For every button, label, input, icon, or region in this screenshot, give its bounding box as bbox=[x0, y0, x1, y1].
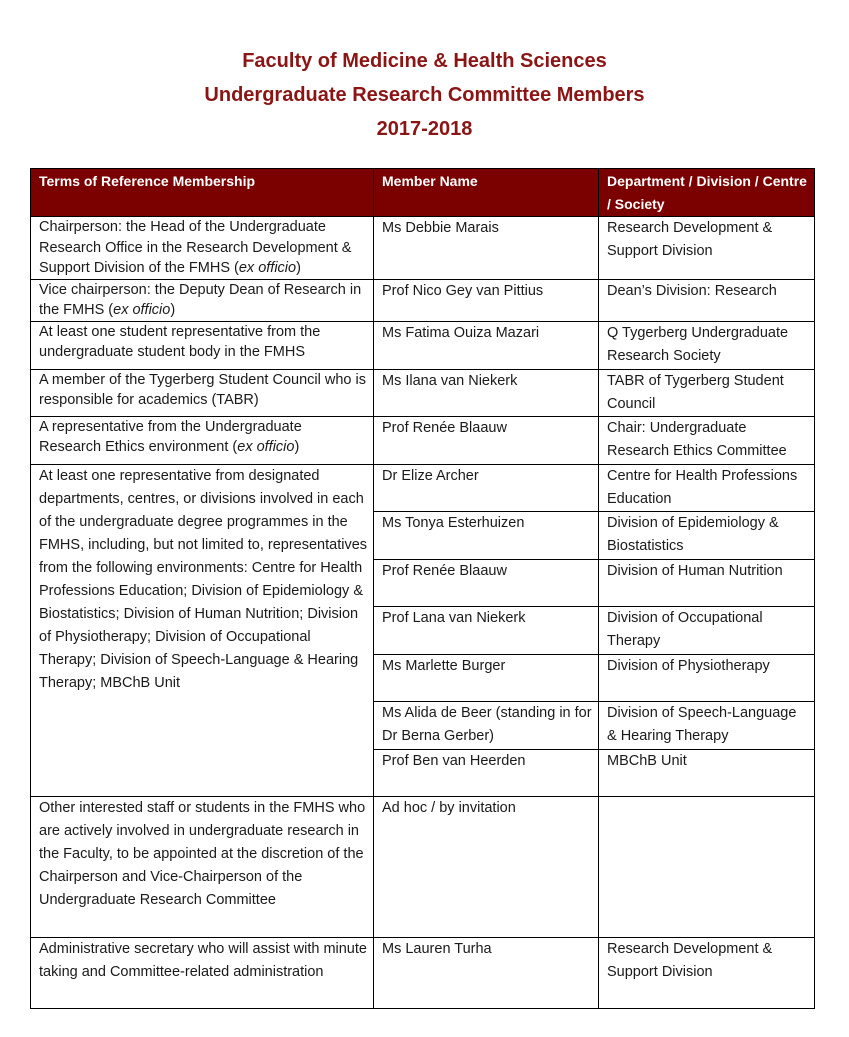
department-cell: Division of Occupational Therapy bbox=[599, 606, 815, 654]
table-row bbox=[31, 321, 815, 369]
terms-cell: A representative from the Undergraduate Research Ethics environment (ex officio) bbox=[31, 416, 374, 464]
table-row bbox=[31, 279, 815, 321]
member-name-cell: Prof Nico Gey van Pittius bbox=[374, 279, 599, 321]
department-cell: Division of Human Nutrition bbox=[599, 559, 815, 606]
department-cell: Division of Epidemiology & Biostatistics bbox=[599, 511, 815, 559]
member-name-cell: Prof Lana van Niekerk bbox=[374, 606, 599, 654]
header-department: Department / Division / Centre / Society bbox=[599, 169, 815, 217]
department-cell: Dean’s Division: Research bbox=[599, 279, 815, 321]
table-row bbox=[31, 416, 815, 464]
title-year: 2017-2018 bbox=[376, 118, 473, 140]
document-title-block bbox=[0, 44, 849, 146]
department-cell: Centre for Health Professions Education bbox=[599, 464, 815, 511]
member-name-cell: Ms Fatima Ouiza Mazari bbox=[374, 321, 599, 369]
table-row bbox=[31, 937, 815, 1008]
table-row bbox=[31, 217, 815, 280]
terms-cell-designated: At least one representative from designated departments, centres, or divisions involved in each of the undergraduate degree programmes in the FMHS, including, but not limited to, representatives from the following environments: Centre for Health Professions Education; Division of Epidemiology & Biostatistics; Division of Human Nutrition; Division of Physiotherapy; Division of Occupational Therapy; Division of Speech-Language & Hearing Therapy; MBChB Unit bbox=[31, 464, 374, 796]
member-name-cell: Ms Marlette Burger bbox=[374, 654, 599, 701]
member-name-cell: Prof Renée Blaauw bbox=[374, 559, 599, 606]
department-cell: Research Development & Support Division bbox=[599, 217, 815, 280]
department-cell: Research Development & Support Division bbox=[599, 937, 815, 1008]
table-row bbox=[31, 464, 815, 511]
member-name-cell: Ms Alida de Beer (standing in for Dr Berna Gerber) bbox=[374, 701, 599, 749]
members-table bbox=[30, 168, 815, 1009]
table-row bbox=[31, 796, 815, 937]
member-name-cell: Ms Tonya Esterhuizen bbox=[374, 511, 599, 559]
member-name-cell: Prof Renée Blaauw bbox=[374, 416, 599, 464]
terms-cell: Other interested staff or students in the FMHS who are actively involved in undergraduate research in the Faculty, to be appointed at the discretion of the Chairperson and Vice-Chairperson of the Undergraduate Research Committee bbox=[31, 796, 374, 937]
title-faculty: Faculty of Medicine & Health Sciences bbox=[242, 50, 607, 72]
department-cell: Q Tygerberg Undergraduate Research Society bbox=[599, 321, 815, 369]
terms-cell: Vice chairperson: the Deputy Dean of Research in the FMHS (ex officio) bbox=[31, 279, 374, 321]
table-row bbox=[31, 369, 815, 416]
department-cell: TABR of Tygerberg Student Council bbox=[599, 369, 815, 416]
title-committee: Undergraduate Research Committee Members bbox=[204, 84, 645, 106]
member-name-cell: Ms Debbie Marais bbox=[374, 217, 599, 280]
department-cell: Chair: Undergraduate Research Ethics Committee bbox=[599, 416, 815, 464]
department-cell: MBChB Unit bbox=[599, 749, 815, 796]
header-member-name: Member Name bbox=[374, 169, 599, 217]
department-cell: Division of Speech-Language & Hearing Therapy bbox=[599, 701, 815, 749]
department-cell bbox=[599, 796, 815, 937]
terms-cell: At least one student representative from the undergraduate student body in the FMHS bbox=[31, 321, 374, 369]
member-name-cell: Ad hoc / by invitation bbox=[374, 796, 599, 937]
table-header-row bbox=[31, 169, 815, 217]
terms-cell: A member of the Tygerberg Student Council who is responsible for academics (TABR) bbox=[31, 369, 374, 416]
member-name-cell: Dr Elize Archer bbox=[374, 464, 599, 511]
terms-cell: Administrative secretary who will assist with minute taking and Committee-related administration bbox=[31, 937, 374, 1008]
member-name-cell: Ms Ilana van Niekerk bbox=[374, 369, 599, 416]
header-terms: Terms of Reference Membership bbox=[31, 169, 374, 217]
member-name-cell: Ms Lauren Turha bbox=[374, 937, 599, 1008]
department-cell: Division of Physiotherapy bbox=[599, 654, 815, 701]
terms-cell: Chairperson: the Head of the Undergraduate Research Office in the Research Development & Support Division of the FMHS (ex officio) bbox=[31, 217, 374, 280]
member-name-cell: Prof Ben van Heerden bbox=[374, 749, 599, 796]
